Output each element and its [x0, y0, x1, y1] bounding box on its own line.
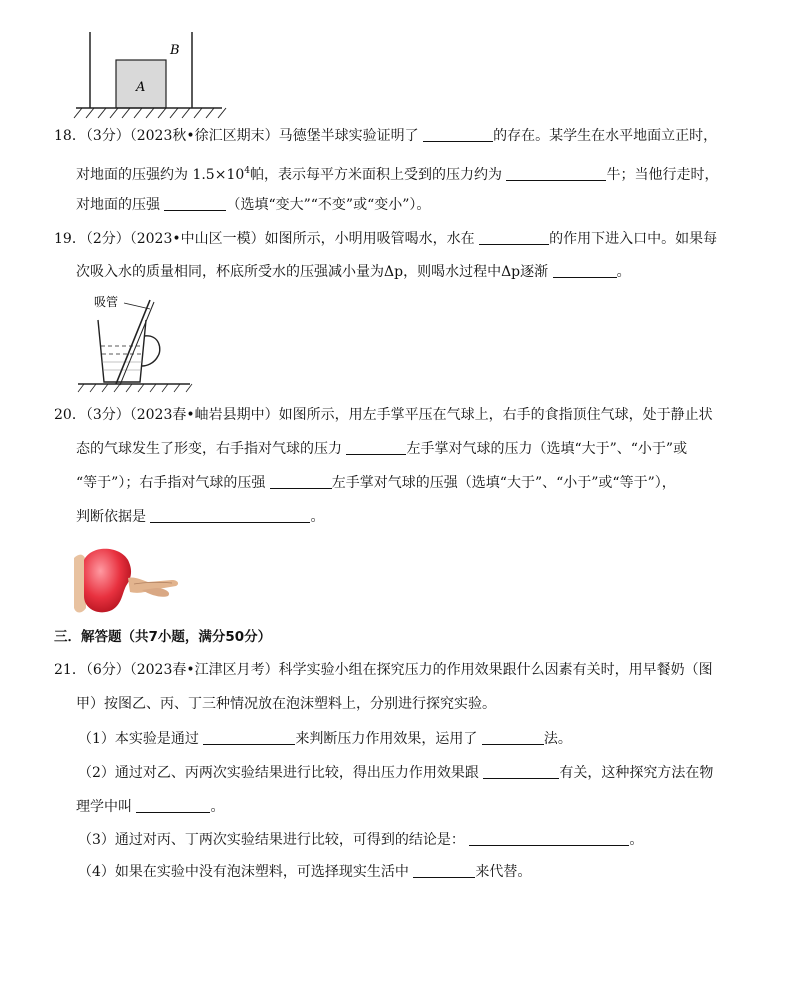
q21-line1: 21．（6分）（2023春•江津区月考）科学实验小组在探究压力的作用效果跟什么因素有关时，用早餐奶（图: [54, 662, 713, 678]
q18-line1: 18．（3分）（2023秋•徐汇区期末）马德堡半球实验证明了 的存在。某学生在水平地面立正时，: [54, 128, 718, 144]
q20-blank-1[interactable]: [346, 440, 406, 455]
q20-blank-2[interactable]: [270, 474, 332, 489]
q18-line2: 对地面的压强约为 $1.5\times 10^4$帕，表示每平方米面积上受到的压力约为 牛；当他行走时，: [76, 166, 719, 183]
straw: [116, 300, 150, 384]
q21-blank-2[interactable]: [482, 730, 544, 745]
q20-line1: 20．（3分）（2023春•岫岩县期中）如图所示，用左手掌平压在气球上，右手的食指顶住气球，处于静止状: [54, 407, 713, 423]
section3-title: 三．解答题（共7小题，满分50分）: [54, 629, 272, 645]
q21-blank-5[interactable]: [469, 831, 629, 846]
label-a: A: [136, 80, 146, 95]
q20-blank-3[interactable]: [150, 508, 310, 523]
q21-line2: 甲）按图乙、丙、丁三种情况放在泡沫塑料上，分别进行探究实验。: [76, 696, 496, 712]
q20-line2: 态的气球发生了形变，右手指对气球的压力 左手掌对气球的压力（选填“大于”、“小于”或: [76, 441, 688, 457]
q21-blank-4[interactable]: [136, 798, 210, 813]
q18-number: 18．: [54, 128, 86, 144]
straw-cup-figure: [74, 290, 194, 394]
block-container-figure: [70, 30, 230, 122]
q21-number: 21．: [54, 662, 86, 678]
q18-blank-1[interactable]: [423, 127, 493, 142]
q19-blank-1[interactable]: [479, 230, 549, 245]
balloon-hand-figure: [72, 540, 184, 616]
q19-number: 19．: [54, 231, 86, 247]
q20-line4: 判断依据是 。: [76, 509, 325, 525]
q21-blank-1[interactable]: [203, 730, 295, 745]
straw-label: 吸管: [94, 295, 119, 309]
q19-line1: 19．（2分）（2023•中山区一模）如图所示，小明用吸管喝水，水在 的作用下进入口中。如果每: [54, 231, 718, 247]
q21-blank-3[interactable]: [483, 764, 559, 779]
q18-blank-2[interactable]: [506, 166, 606, 181]
q21-sub1: （1）本实验是通过 来判断压力作用效果，运用了 法。: [78, 731, 572, 747]
q21-sub2: （2）通过对乙、丙两次实验结果进行比较，得出压力作用效果跟 有关，这种探究方法在物: [78, 765, 714, 781]
q21-sub3: （3）通过对丙、丁两次实验结果进行比较，可得到的结论是： 。: [78, 832, 644, 848]
q19-blank-2[interactable]: [553, 263, 617, 278]
q18-line3: 对地面的压强 （选填“变大”“不变”或“变小”）。: [76, 197, 431, 213]
q20-number: 20．: [54, 407, 86, 423]
q21-sub2-cont: 理学中叫 。: [76, 799, 225, 815]
q20-line3: “等于”）；右手指对气球的压强 左手掌对气球的压强（选填“大于”、“小于”或“等于”），: [76, 475, 676, 491]
q18-blank-3[interactable]: [164, 196, 226, 211]
q21-sub4: （4）如果在实验中没有泡沫塑料，可选择现实生活中 来代替。: [78, 864, 532, 880]
balloon: [84, 549, 131, 613]
label-b: B: [170, 43, 180, 58]
q21-blank-6[interactable]: [413, 863, 475, 878]
q19-line2: 次吸入水的质量相同，杯底所受水的压强减小量为Δp，则喝水过程中Δp逐渐 。: [76, 264, 631, 280]
